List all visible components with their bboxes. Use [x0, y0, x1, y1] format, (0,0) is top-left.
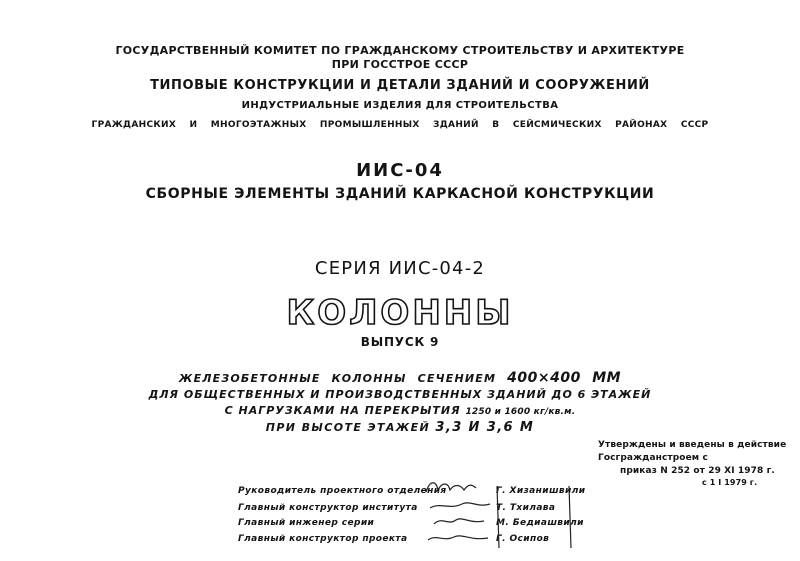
staff-role-2: Главный конструктор института: [238, 503, 418, 513]
staff-name-1: Г. Хизанишвили: [496, 486, 586, 496]
description-line-3: [0, 404, 800, 417]
main-title-wrap: [0, 293, 800, 333]
collection-subtitle-2: ГРАЖДАНСКИХ И МНОГОЭТАЖНЫХ ПРОМЫШЛЕННЫХ ЗДАНИЙ В СЕЙСМИЧЕСКИХ РАЙОНАХ СССР: [91, 120, 709, 130]
staff-name-4: Г. Осипов: [496, 534, 550, 544]
series-label: СЕРИЯ ИИС-04-2: [314, 258, 486, 279]
issue-label: ВЫПУСК 9: [360, 335, 440, 349]
description-line-4: [0, 420, 800, 435]
names-bracket: [495, 484, 575, 550]
signature-1: [410, 478, 500, 496]
publication-code: ИИС-04: [356, 160, 444, 181]
floor-loads: 1250 и 1600 кг/кв.м.: [465, 407, 576, 417]
staff-name-2: Т. Тхилава: [496, 503, 556, 513]
main-title: КОЛОННЫ: [286, 293, 514, 333]
column-section-size: 400×400 ММ: [507, 370, 622, 386]
staff-role-3: Главный инженер серии: [238, 518, 375, 528]
collection-subtitle-1: ИНДУСТРИАЛЬНЫЕ ИЗДЕЛИЯ ДЛЯ СТРОИТЕЛЬСТВА: [241, 100, 559, 111]
committee-line-1: ГОСУДАРСТВЕННЫЙ КОМИТЕТ ПО ГРАЖДАНСКОМУ СТРОИТЕЛЬСТВУ И АРХИТЕКТУРЕ: [115, 44, 685, 57]
collection-title: ТИПОВЫЕ КОНСТРУКЦИИ И ДЕТАЛИ ЗДАНИЙ И СООРУЖЕНИЙ: [150, 78, 650, 93]
publication-title: СБОРНЫЕ ЭЛЕМЕНТЫ ЗДАНИЙ КАРКАСНОЙ КОНСТРУКЦИИ: [145, 186, 655, 202]
approval-line-1: Утверждены и введены в действие: [598, 440, 787, 450]
description-line-2: ДЛЯ ОБЩЕСТВЕННЫХ И ПРОИЗВОДСТВЕННЫХ ЗДАНИЙ ДО 6 ЭТАЖЕЙ: [148, 388, 652, 401]
signature-4: [410, 528, 500, 546]
description-line-1-text: ЖЕЛЕЗОБЕТОННЫЕ КОЛОННЫ СЕЧЕНИЕМ: [178, 372, 497, 385]
approval-effective-date: с 1 I 1979 г.: [702, 478, 758, 487]
staff-name-3: М. Бедиашвили: [496, 518, 584, 528]
description-line-1: [0, 370, 800, 386]
floor-heights: 3,3 И 3,6 М: [435, 420, 535, 435]
committee-line-2: ПРИ ГОССТРОЕ СССР: [331, 58, 469, 71]
staff-role-4: Главный конструктор проекта: [238, 534, 408, 544]
description-line-3-text: С НАГРУЗКАМИ НА ПЕРЕКРЫТИЯ: [224, 404, 461, 417]
staff-role-1: Руководитель проектного отделения: [238, 486, 447, 496]
approval-line-2: Госгражданстроем с: [598, 453, 708, 463]
approval-order: приказ N 252 от 29 XI 1978 г.: [620, 466, 775, 476]
description-line-4-text: ПРИ ВЫСОТЕ ЭТАЖЕЙ: [265, 421, 431, 434]
